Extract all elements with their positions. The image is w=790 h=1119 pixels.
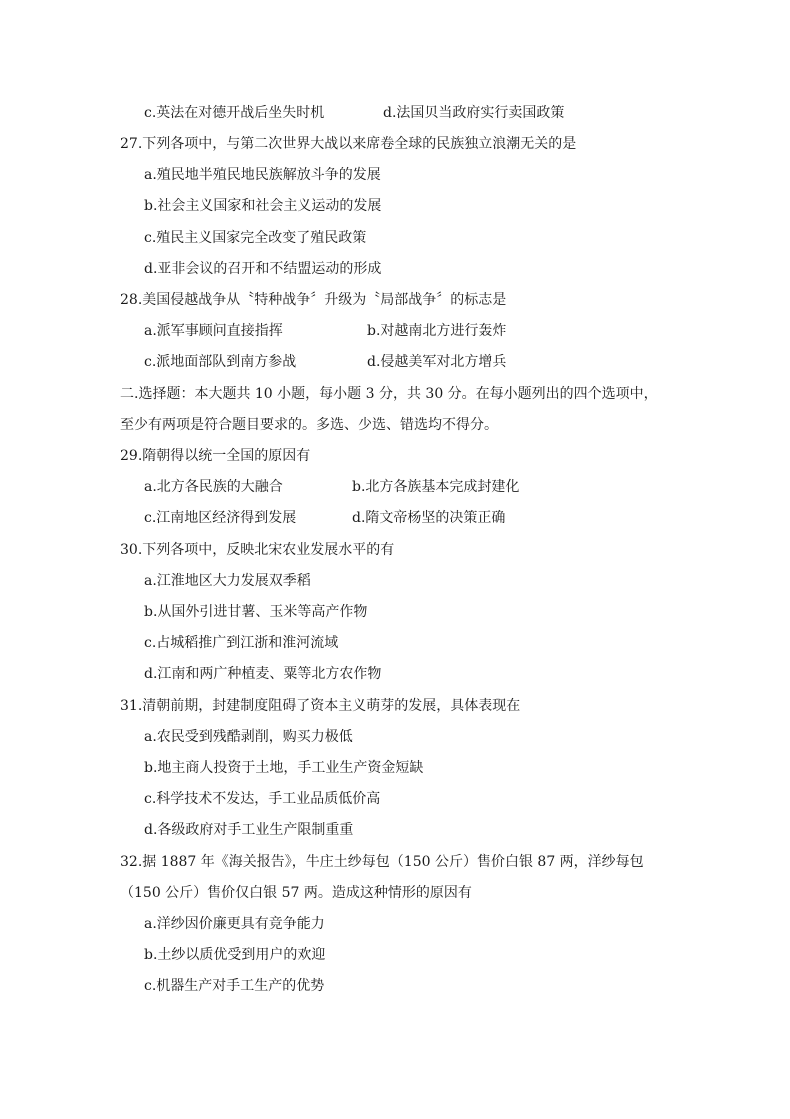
q32-option-a: a.洋纱因价廉更具有竞争能力	[144, 916, 325, 932]
q27-stem: 27.下列各项中，与第二次世界大战以来席卷全球的民族独立浪潮无关的是	[120, 136, 577, 152]
q27-option-d: d.亚非会议的召开和不结盟运动的形成	[144, 261, 382, 277]
q32-option-c: c.机器生产对手工生产的优势	[144, 978, 325, 994]
q28-option-c: c.派地面部队到南方参战	[144, 354, 297, 370]
q27-option-c: c.殖民主义国家完全改变了殖民政策	[144, 230, 367, 246]
q32-stem-line2: （150 公斤）售价仅白银 57 两。造成这种情形的原因有	[120, 885, 472, 901]
q28-option-b: b.对越南北方进行轰炸	[367, 323, 507, 339]
q30-stem: 30.下列各项中，反映北宋农业发展水平的有	[120, 542, 395, 558]
q30-option-b: b.从国外引进甘薯、玉米等高产作物	[144, 604, 368, 620]
q31-option-d: d.各级政府对手工业生产限制重重	[144, 822, 354, 838]
q26-option-d: d.法国贝当政府实行卖国政策	[383, 105, 565, 121]
q28-option-d: d.侵越美军对北方增兵	[367, 354, 507, 370]
q27-option-a: a.殖民地半殖民地民族解放斗争的发展	[144, 167, 381, 183]
q26-option-c: c.英法在对德开战后坐失时机	[144, 105, 325, 121]
q31-option-a: a.农民受到残酷剥削，购买力极低	[144, 729, 353, 745]
q31-option-b: b.地主商人投资于土地，手工业生产资金短缺	[144, 760, 424, 776]
q32-stem-line1: 32.据 1887 年《海关报告》，牛庄土纱每包（150 公斤）售价白银 87 两，洋纱每包	[120, 854, 644, 870]
q29-option-c: c.江南地区经济得到发展	[144, 510, 297, 526]
q32-option-b: b.土纱以质优受到用户的欢迎	[144, 947, 326, 963]
q30-option-d: d.江南和两广种植麦、粟等北方农作物	[144, 666, 382, 682]
q30-option-c: c.占城稻推广到江浙和淮河流域	[144, 635, 339, 651]
q29-option-b: b.北方各族基本完成封建化	[352, 479, 520, 495]
q28-stem: 28.美国侵越战争从〝特种战争〞升级为〝局部战争〞的标志是	[120, 292, 507, 308]
q29-stem: 29.隋朝得以统一全国的原因有	[120, 448, 311, 464]
q31-option-c: c.科学技术不发达，手工业品质低价高	[144, 791, 381, 807]
q28-option-a: a.派军事顾问直接指挥	[144, 323, 283, 339]
section2-instructions-line1: 二.选择题：本大题共 10 小题，每小题 3 分，共 30 分。在每小题列出的四个选项中，	[120, 386, 658, 402]
q29-option-d: d.隋文帝杨坚的决策正确	[352, 510, 506, 526]
q27-option-b: b.社会主义国家和社会主义运动的发展	[144, 198, 382, 214]
section2-instructions-line2: 至少有两项是符合题目要求的。多选、少选、错选均不得分。	[120, 417, 498, 433]
q31-stem: 31.清朝前期，封建制度阻碍了资本主义萌芽的发展，具体表现在	[120, 698, 521, 714]
q29-option-a: a.北方各民族的大融合	[144, 479, 283, 495]
q30-option-a: a.江淮地区大力发展双季稻	[144, 573, 311, 589]
